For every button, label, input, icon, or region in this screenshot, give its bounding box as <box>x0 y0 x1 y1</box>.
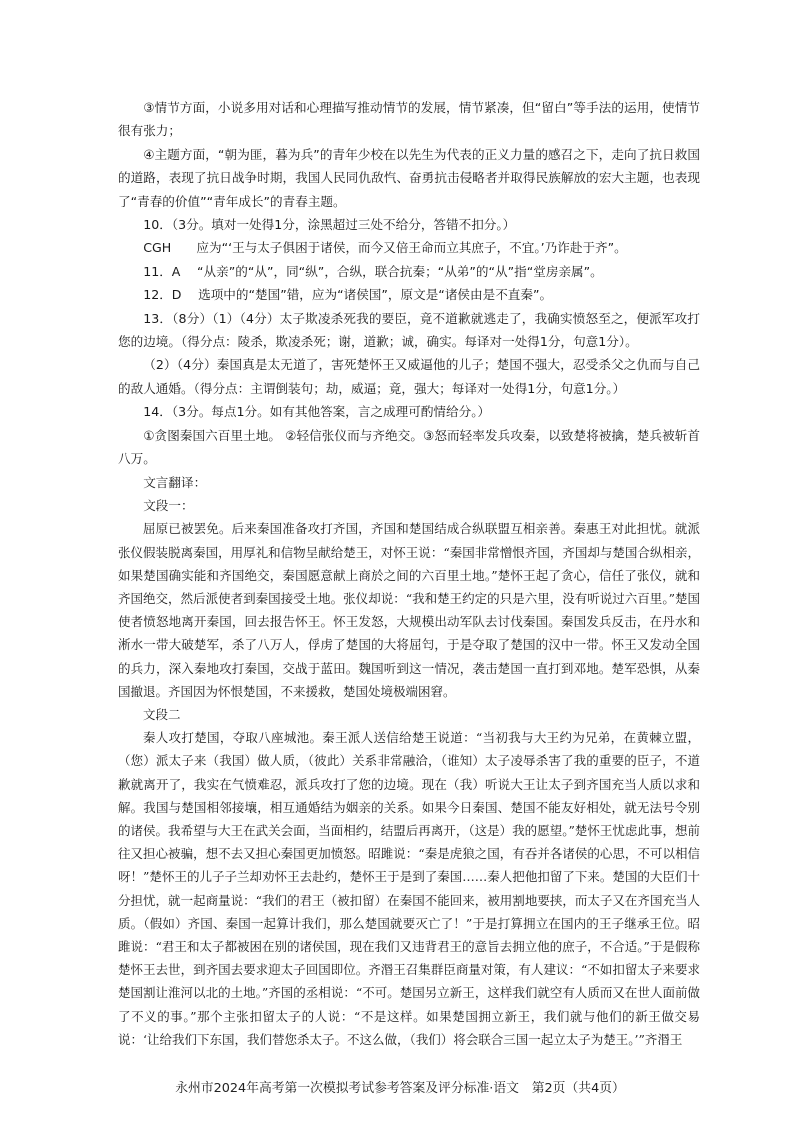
translation-body <box>118 517 700 1051</box>
question-14-answer: ①贪图秦国六百里土地。 ②轻信张仪而与齐绝交。③怒而轻率发兵攻秦，以致楚将被擒，楚兵被斩首八万。 <box>118 427 700 467</box>
question-11-answer: 11．A “从亲”的“从”，同“纵”，合纵，联合抗秦；“从弟”的“从”指“堂房亲属”。 <box>143 263 603 279</box>
question-13-part2: （2）（4分）秦国真是太无道了，害死楚怀王又威逼他的儿子；楚国不强大，忍受杀父之仇而与自己的敌人通婚。（得分点：主谓倒装句；劫，威逼；竟，强大；每译对一处得1分，句意1分。） <box>118 357 700 396</box>
question-14-header: 14．（3分。每点1分。如有其他答案，言之成理可酌情给分。） <box>143 404 491 420</box>
paragraph-plot: ③情节方面，小说多用对话和心理描写推动情节的发展，情节紧凑，但“留白”等手法的运用，使情节很有张力； <box>118 100 700 139</box>
passage-two-translation: 秦人攻打楚国，夺取八座城池。秦王派人送信给楚王说道：“当初我与大王约为兄弟，在黄棘立盟，（您）派太子来（我国）做人质，（彼此）关系非常融洽，（谁知）太子凌辱杀害了我的重要的臣子，不道歉就离开了，我实在气愤难忍，派兵攻打了您的边境。现在（我）听说大王让太子到齐国充当人质以求和解。我国与楚国相邻接壤，相互通婚结为姻亲的关系。如果今日秦国、楚国不能友好相处，就无法号令别的诸侯。我希望与大王在武关会面，当面相约，结盟后再离开，（这是）我的愿望。”楚怀王忧虑此事，想前往又担心被骗，想不去又担心秦国更加愤怒。昭雎说：“秦是虎狼之国，有吞并各诸侯的心思，不可以相信呀！”楚怀王的儿子子兰却劝怀王去赴约，楚怀王于是到了秦国……秦人把他扣留了下来。楚国的大臣们十分担忧，就一起商量说：“我们的君王（被扣留）在秦国不能回来，被用割地要挟，而太子又在齐国充当人质。（假如）齐国、秦国一起算计我们，那么楚国就要灭亡了！”于是打算拥立在国内的王子继承王位。昭雎说：“君王和太子都被困在别的诸侯国，现在我们又违背君王的意旨去拥立他的庶子，不合适。”于是假称楚怀王去世，到齐国去要求迎太子回国即位。齐湣王召集群臣商量对策，有人建议：“不如扣留太子来要求楚国割让淮河以北的土地。”齐国的丞相说：“不可。楚国另立新王，这样我们就空有人质而又在世人面前做了不义的事。”那个主张扣留太子的人说：“不是这样。如果楚国拥立新王，我们就与他们的新王做交易说：‘让给我们下东国，我们替您杀太子。不这么做，（我们）将会联合三国一起立太子为楚王。’”齐湣王 <box>118 730 700 1047</box>
question-13-part1: 13．（8分）（1）（4分）太子欺凌杀死我的要臣，竟不道歉就逃走了，我确实愤怒至之，便派军攻打您的边境。（得分点：陵杀，欺凌杀死；谢，道歉；诚，确实。每译对一处得1分，句意1分）。 <box>118 310 700 350</box>
page-footer: 永州市2024年高考第一次模拟考试参考答案及评分标准·语文 第2页（共4页） <box>175 1081 625 1096</box>
paragraph-theme: ④主题方面，“朝为匪，暮为兵”的青年少校在以先生为代表的正义力量的感召之下，走向了抗日救国的道路，表现了抗日战争时期，我国人民同仇敌忾、奋勇抗击侵略者并取得民族解放的宏大主题，也表现了“青春的价值”“青年成长”的青春主题。 <box>118 146 700 209</box>
passage-one-heading: 文段一： <box>143 497 194 513</box>
translation-heading: 文言翻译： <box>143 474 207 490</box>
question-10-header: 10．（3分。填对一处得1分，涂黑超过三处不给分，答错不扣分。） <box>143 217 516 233</box>
question-12-answer: 12．D 选项中的“楚国”错，应为“诸侯国”，原文是“诸侯由是不直秦”。 <box>143 287 553 303</box>
question-10-answer: CGH 应为“‘王与太子俱困于诸侯，而今又倍王命而立其庶子，不宜。’乃诈赴于齐”。 <box>143 240 627 256</box>
passage-two-heading: 文段二 <box>143 706 181 722</box>
passage-one-translation: 屈原已被罢免。后来秦国准备攻打齐国，齐国和楚国结成合纵联盟互相亲善。秦惠王对此担忧。就派张仪假装脱离秦国，用厚礼和信物呈献给楚王，对怀王说：“秦国非常憎恨齐国，齐国却与楚国合纵相亲，如果楚国确实能和齐国绝交，秦国愿意献上商於之间的六百里土地。”楚怀王起了贪心，信任了张仪，就和齐国绝交，然后派使者到秦国接受土地。张仪却说：“我和楚王约定的只是六里，没有听说过六百里。”楚国使者愤怒地离开秦国，回去报告怀王。怀王发怒，大规模出动军队去讨伐秦国。秦国发兵反击，在丹水和淅水一带大破楚军，杀了八万人，俘虏了楚国的大将屈匄，于是夺取了楚国的汉中一带。怀王又发动全国的兵力，深入秦地攻打秦国，交战于蓝田。魏国听到这一情况，袭击楚国一直打到邓地。楚军恐惧，从秦国撤退。齐国因为怀恨楚国，不来援救，楚国处境极端困窘。 <box>118 521 700 699</box>
answer-content <box>118 96 700 1051</box>
